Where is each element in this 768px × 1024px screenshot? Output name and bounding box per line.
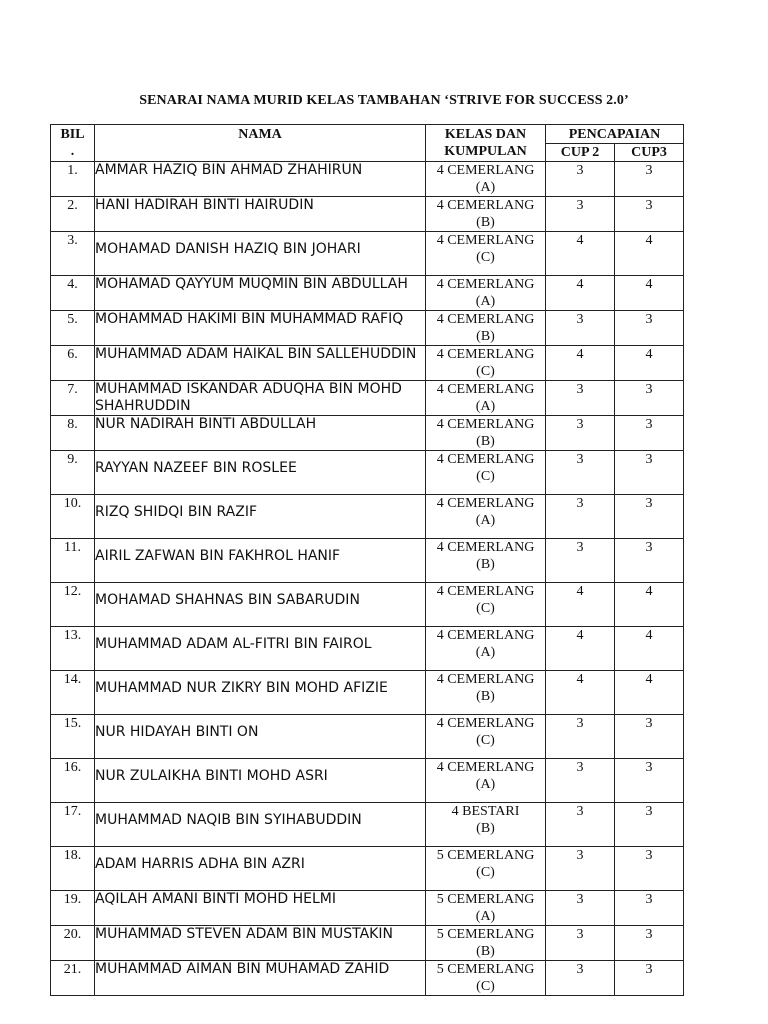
table-header <box>51 125 684 162</box>
student-name: AIRIL ZAFWAN BIN FAKHROL HANIF <box>95 539 426 583</box>
table-row <box>51 891 684 926</box>
header-pencapaian: PENCAPAIAN <box>546 125 684 144</box>
cup2-score: 4 <box>546 671 615 715</box>
class-group <box>426 583 546 627</box>
group-name: (C) <box>476 364 495 379</box>
class-name: 4 CEMERLANG <box>436 347 535 362</box>
table-row <box>51 276 684 311</box>
cup3-score: 3 <box>615 197 684 232</box>
cup3-score: 4 <box>615 346 684 381</box>
table-body <box>51 162 684 996</box>
cup3-score: 3 <box>615 759 684 803</box>
row-number: 3. <box>51 232 95 276</box>
header-kelas-line2: KUMPULAN <box>444 144 527 159</box>
cup2-score: 3 <box>546 162 615 197</box>
student-name: MOHAMAD SHAHNAS BIN SABARUDIN <box>95 583 426 627</box>
class-name: 5 CEMERLANG <box>436 848 535 863</box>
row-number: 1. <box>51 162 95 197</box>
cup2-score: 3 <box>546 759 615 803</box>
student-name: AMMAR HAZIQ BIN AHMAD ZHAHIRUN <box>95 162 426 197</box>
cup3-score: 4 <box>615 276 684 311</box>
group-name: (C) <box>476 733 495 748</box>
table-row <box>51 803 684 847</box>
cup2-score: 3 <box>546 416 615 451</box>
row-number: 20. <box>51 926 95 961</box>
group-name: (B) <box>476 434 495 449</box>
document-title: SENARAI NAMA MURID KELAS TAMBAHAN ‘STRIVE FOR SUCCESS 2.0’ <box>139 93 629 108</box>
table-row <box>51 381 684 416</box>
table-row <box>51 847 684 891</box>
class-name: 4 CEMERLANG <box>436 628 535 643</box>
group-name: (A) <box>475 909 496 924</box>
class-group <box>426 495 546 539</box>
group-name: (A) <box>475 399 496 414</box>
student-name: MUHAMMAD ADAM AL-FITRI BIN FAIROL <box>95 627 426 671</box>
table-row <box>51 671 684 715</box>
class-name: 4 CEMERLANG <box>436 233 535 248</box>
class-name: 4 CEMERLANG <box>436 584 535 599</box>
class-group <box>426 891 546 926</box>
table-row <box>51 416 684 451</box>
row-number: 17. <box>51 803 95 847</box>
group-name: (B) <box>476 215 495 230</box>
cup3-score: 4 <box>615 583 684 627</box>
cup2-score: 3 <box>546 847 615 891</box>
student-name: MUHAMMAD NAQIB BIN SYIHABUDDIN <box>95 803 426 847</box>
student-name: NUR NADIRAH BINTI ABDULLAH <box>95 416 426 451</box>
class-name: 5 CEMERLANG <box>436 892 535 907</box>
header-cup2: CUP 2 <box>546 144 615 162</box>
row-number: 6. <box>51 346 95 381</box>
class-group <box>426 847 546 891</box>
group-name: (A) <box>475 180 496 195</box>
class-name: 4 CEMERLANG <box>436 716 535 731</box>
class-group <box>426 451 546 495</box>
student-name: ADAM HARRIS ADHA BIN AZRI <box>95 847 426 891</box>
class-name: 4 CEMERLANG <box>436 382 535 397</box>
class-group <box>426 627 546 671</box>
class-group <box>426 416 546 451</box>
class-group <box>426 539 546 583</box>
class-group <box>426 276 546 311</box>
cup3-score: 3 <box>615 495 684 539</box>
group-name: (C) <box>476 865 495 880</box>
table-row <box>51 583 684 627</box>
student-name: MOHAMAD DANISH HAZIQ BIN JOHARI <box>95 232 426 276</box>
table-row <box>51 539 684 583</box>
group-name: (C) <box>476 469 495 484</box>
cup2-score: 3 <box>546 451 615 495</box>
cup2-score: 4 <box>546 583 615 627</box>
cup3-score: 3 <box>615 162 684 197</box>
student-name: RAYYAN NAZEEF BIN ROSLEE <box>95 451 426 495</box>
class-group <box>426 961 546 996</box>
row-number: 13. <box>51 627 95 671</box>
header-nama: NAMA <box>95 125 426 162</box>
table-row <box>51 232 684 276</box>
group-name: (B) <box>476 557 495 572</box>
student-table <box>50 124 684 996</box>
cup3-score: 3 <box>615 311 684 346</box>
cup3-score: 4 <box>615 671 684 715</box>
table-row <box>51 451 684 495</box>
student-name: MUHAMMAD NUR ZIKRY BIN MOHD AFIZIE <box>95 671 426 715</box>
header-bil-label: BIL <box>60 127 85 142</box>
row-number: 16. <box>51 759 95 803</box>
cup3-score: 3 <box>615 416 684 451</box>
cup2-score: 3 <box>546 381 615 416</box>
row-number: 8. <box>51 416 95 451</box>
row-number: 5. <box>51 311 95 346</box>
class-name: 5 CEMERLANG <box>436 927 535 942</box>
cup2-score: 3 <box>546 311 615 346</box>
class-name: 4 CEMERLANG <box>436 496 535 511</box>
student-name: RIZQ SHIDQI BIN RAZIF <box>95 495 426 539</box>
row-number: 14. <box>51 671 95 715</box>
class-name: 4 CEMERLANG <box>436 198 535 213</box>
row-number: 12. <box>51 583 95 627</box>
group-name: (B) <box>476 821 495 836</box>
cup3-score: 3 <box>615 847 684 891</box>
class-name: 4 CEMERLANG <box>436 672 535 687</box>
cup3-score: 4 <box>615 232 684 276</box>
cup3-score: 3 <box>615 451 684 495</box>
cup2-score: 3 <box>546 715 615 759</box>
student-name: MOHAMMAD HAKIMI BIN MUHAMMAD RAFIQ <box>95 311 426 346</box>
cup3-score: 3 <box>615 539 684 583</box>
cup2-score: 3 <box>546 961 615 996</box>
header-kelas <box>426 125 546 162</box>
class-name: 4 CEMERLANG <box>436 540 535 555</box>
class-group <box>426 803 546 847</box>
row-number: 15. <box>51 715 95 759</box>
cup3-score: 4 <box>615 627 684 671</box>
cup3-score: 3 <box>615 926 684 961</box>
cup2-score: 4 <box>546 627 615 671</box>
table-row <box>51 495 684 539</box>
student-name: MUHAMMAD STEVEN ADAM BIN MUSTAKIN <box>95 926 426 961</box>
row-number: 18. <box>51 847 95 891</box>
class-name: 5 CEMERLANG <box>436 962 535 977</box>
student-name: MUHAMMAD AIMAN BIN MUHAMAD ZAHID <box>95 961 426 996</box>
row-number: 19. <box>51 891 95 926</box>
row-number: 2. <box>51 197 95 232</box>
table-row <box>51 961 684 996</box>
student-name: AQILAH AMANI BINTI MOHD HELMI <box>95 891 426 926</box>
class-group <box>426 346 546 381</box>
cup3-score: 3 <box>615 803 684 847</box>
class-name: 4 CEMERLANG <box>436 760 535 775</box>
class-group <box>426 381 546 416</box>
table-row <box>51 346 684 381</box>
cup2-score: 3 <box>546 891 615 926</box>
table-row <box>51 926 684 961</box>
table-row <box>51 759 684 803</box>
class-group <box>426 926 546 961</box>
group-name: (A) <box>475 777 496 792</box>
cup2-score: 3 <box>546 926 615 961</box>
class-group <box>426 671 546 715</box>
class-name: 4 BESTARI <box>451 804 520 819</box>
class-group <box>426 759 546 803</box>
cup3-score: 3 <box>615 891 684 926</box>
table-row <box>51 311 684 346</box>
cup2-score: 3 <box>546 197 615 232</box>
cup2-score: 4 <box>546 346 615 381</box>
cup2-score: 4 <box>546 276 615 311</box>
student-name: NUR HIDAYAH BINTI ON <box>95 715 426 759</box>
group-name: (B) <box>476 329 495 344</box>
student-name: MUHAMMAD ADAM HAIKAL BIN SALLEHUDDIN <box>95 346 426 381</box>
group-name: (C) <box>476 250 495 265</box>
table-row <box>51 627 684 671</box>
class-group <box>426 197 546 232</box>
table-row <box>51 715 684 759</box>
class-group <box>426 715 546 759</box>
cup3-score: 3 <box>615 961 684 996</box>
row-number: 4. <box>51 276 95 311</box>
class-name: 4 CEMERLANG <box>436 452 535 467</box>
row-number: 9. <box>51 451 95 495</box>
group-name: (B) <box>476 689 495 704</box>
class-name: 4 CEMERLANG <box>436 163 535 178</box>
header-kelas-line1: KELAS DAN <box>444 127 527 142</box>
class-group <box>426 162 546 197</box>
header-bil-suffix: . <box>70 144 75 159</box>
class-name: 4 CEMERLANG <box>436 277 535 292</box>
student-name: MOHAMAD QAYYUM MUQMIN BIN ABDULLAH <box>95 276 426 311</box>
group-name: (C) <box>476 601 495 616</box>
class-name: 4 CEMERLANG <box>436 312 535 327</box>
student-name: MUHAMMAD ISKANDAR ADUQHA BIN MOHD SHAHRUDDIN <box>95 381 426 416</box>
group-name: (A) <box>475 513 496 528</box>
row-number: 10. <box>51 495 95 539</box>
student-name: NUR ZULAIKHA BINTI MOHD ASRI <box>95 759 426 803</box>
table-row <box>51 162 684 197</box>
group-name: (B) <box>476 944 495 959</box>
student-name: HANI HADIRAH BINTI HAIRUDIN <box>95 197 426 232</box>
header-bil <box>51 125 95 162</box>
cup2-score: 3 <box>546 539 615 583</box>
group-name: (A) <box>475 645 496 660</box>
class-name: 4 CEMERLANG <box>436 417 535 432</box>
class-group <box>426 311 546 346</box>
cup2-score: 4 <box>546 232 615 276</box>
row-number: 11. <box>51 539 95 583</box>
cup2-score: 3 <box>546 803 615 847</box>
group-name: (A) <box>475 294 496 309</box>
group-name: (C) <box>476 979 495 994</box>
cup3-score: 3 <box>615 715 684 759</box>
class-group <box>426 232 546 276</box>
table-row <box>51 197 684 232</box>
cup3-score: 3 <box>615 381 684 416</box>
cup2-score: 3 <box>546 495 615 539</box>
row-number: 21. <box>51 961 95 996</box>
row-number: 7. <box>51 381 95 416</box>
header-cup3: CUP3 <box>615 144 684 162</box>
